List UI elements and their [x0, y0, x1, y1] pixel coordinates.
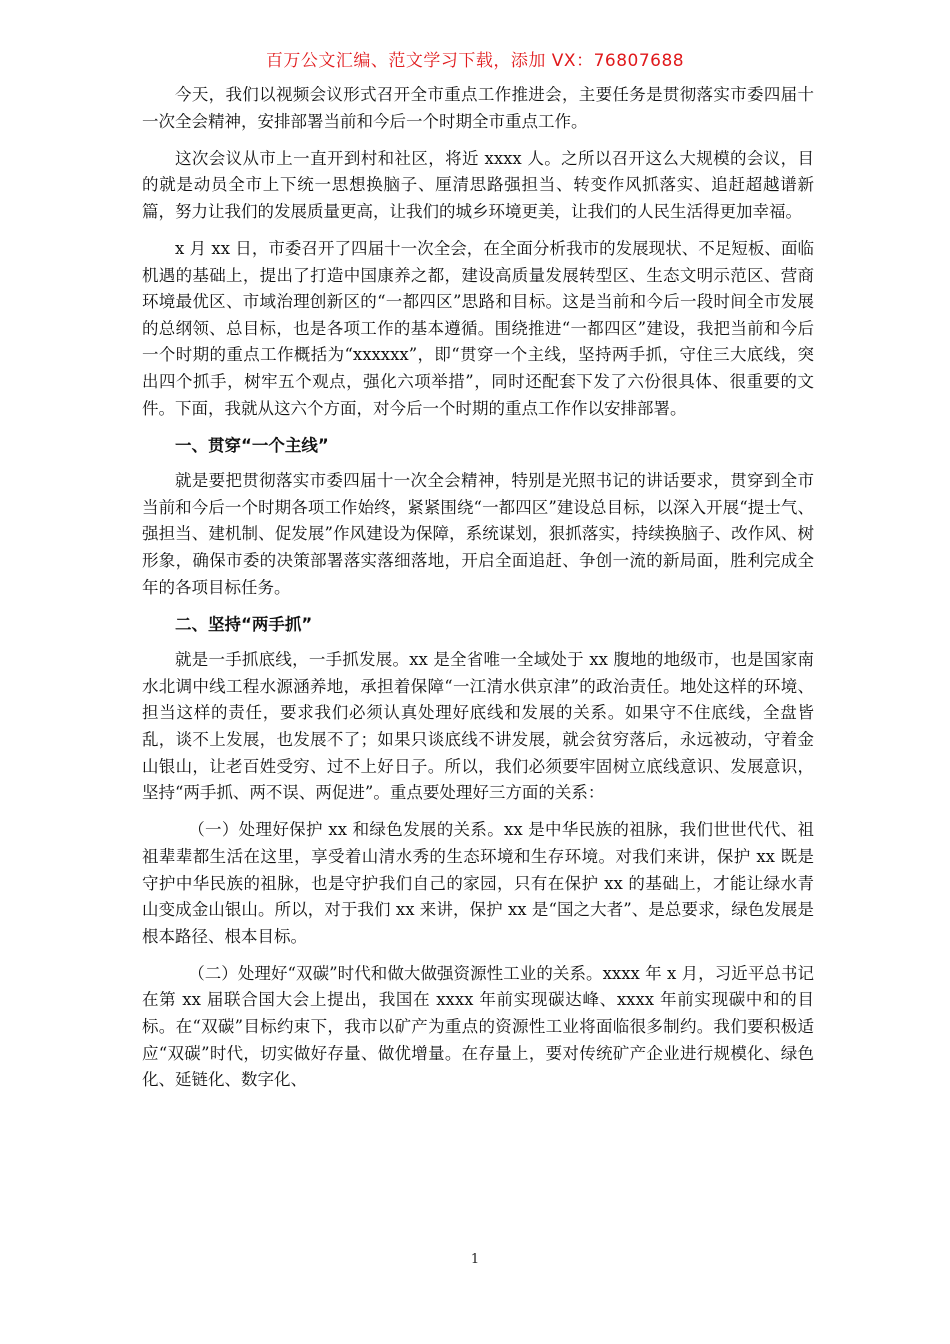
section-heading: 一、贯穿“一个主线”: [175, 435, 329, 455]
header-banner: 百万公文汇编、范文学习下载，添加 VX：76807688: [265, 51, 685, 71]
paragraph: 今天，我们以视频会议形式召开全市重点工作推进会，主要任务是贯彻落实市委四届十一次全会精神，安排部署当前和今后一个时期全市重点工作。: [142, 85, 814, 131]
page-number: 1: [470, 1252, 480, 1267]
paragraph: （一）处理好保护 xx 和绿色发展的关系。xx 是中华民族的祖脉，我们世世代代、祖祖辈辈都生活在这里，享受着山清水秀的生态环境和生存环境。对我们来讲，保护 xx 既是守护中华民族的祖脉，也是守护我们自己的家园，只有在保护 xx 的基础上，才能让绿水青山变成金山银山。所以，对于我们 xx 来讲，保护 xx 是“国之大者”、是总要求，绿色发展是根本路径、根本目标。: [142, 820, 814, 946]
paragraph: x 月 xx 日，市委召开了四届十一次全会，在全面分析我市的发展现状、不足短板、面临机遇的基础上，提出了打造中国康养之都，建设高质量发展转型区、生态文明示范区、营商环境最优区、市域治理创新区的“一都四区”思路和目标。这是当前和今后一段时间全市发展的总纲领、总目标，也是各项工作的基本遵循。围绕推进“一都四区”建设，我把当前和今后一个时期的重点工作概括为“xxxxxx”，即“贯穿一个主线，坚持两手抓，守住三大底线，突出四个抓手，树牢五个观点，强化六项举措”，同时还配套下发了六份很具体、很重要的文件。下面，我就从这六个方面，对今后一个时期的重点工作作以安排部署。: [142, 238, 814, 418]
document-body: [142, 82, 814, 1104]
paragraph: 就是要把贯彻落实市委四届十一次全会精神，特别是光照书记的讲话要求，贯穿到全市当前和今后一个时期各项工作始终，紧紧围绕“一都四区”建设总目标，以深入开展“提士气、强担当、建机制、促发展”作风建设为保障，系统谋划，狠抓落实，持续换脑子、改作风、树形象，确保市委的决策部署落实落细落地，开启全面追赶、争创一流的新局面，胜利完成全年的各项目标任务。: [142, 471, 814, 597]
section-heading: 二、坚持“两手抓”: [175, 614, 313, 634]
paragraph: 就是一手抓底线，一手抓发展。xx 是全省唯一全域处于 xx 腹地的地级市，也是国家南水北调中线工程水源涵养地，承担着保障“一江清水供京津”的政治责任。地处这样的环境、担当这样的责任，要求我们必须认真处理好底线和发展的关系。如果守不住底线，全盘皆乱，谈不上发展，也发展不了；如果只谈底线不讲发展，就会贫穷落后，永远被动，守着金山银山，让老百姓受穷、过不上好日子。所以，我们必须要牢固树立底线意识、发展意识，坚持“两手抓、两不误、两促进”。重点要处理好三方面的关系：: [142, 650, 814, 803]
paragraph: 这次会议从市上一直开到村和社区，将近 xxxx 人。之所以召开这么大规模的会议，目的就是动员全市上下统一思想换脑子、厘清思路强担当、转变作风抓落实、追赶超越谱新篇，努力让我们的发展质量更高，让我们的城乡环境更美，让我们的人民生活得更加幸福。: [142, 148, 814, 221]
paragraph: （二）处理好“双碳”时代和做大做强资源性工业的关系。xxxx 年 x 月，习近平总书记在第 xx 届联合国大会上提出，我国在 xxxx 年前实现碳达峰、xxxx 年前实现碳中和的目标。在“双碳”目标约束下，我市以矿产为重点的资源性工业将面临很多制约。我们要积极适应“双碳”时代，切实做好存量、做优增量。在存量上，要对传统矿产企业进行规模化、绿色化、延链化、数字化、: [142, 963, 814, 1090]
